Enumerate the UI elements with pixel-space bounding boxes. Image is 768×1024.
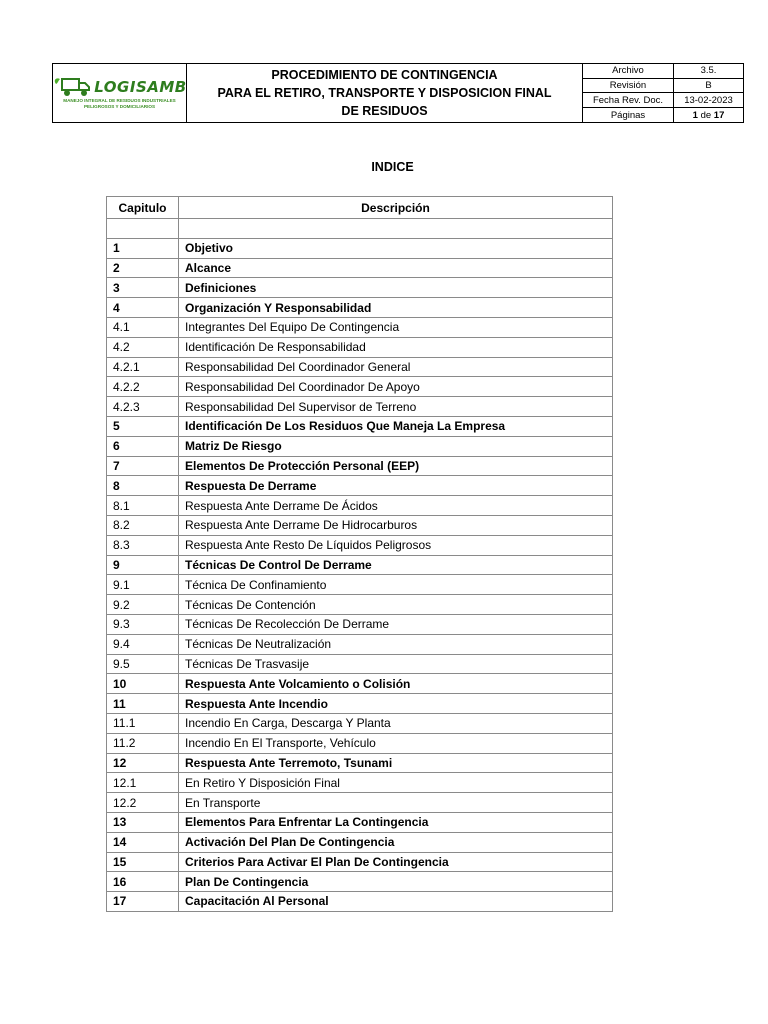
index-table [106, 196, 613, 912]
table-row [107, 337, 613, 357]
table-row [107, 872, 613, 892]
column-header-chapter: Capitulo [107, 197, 179, 219]
chapter-number: 4 [107, 298, 179, 318]
chapter-number: 4.2.1 [107, 357, 179, 377]
chapter-number: 11 [107, 694, 179, 714]
table-row [107, 555, 613, 575]
table-row [107, 456, 613, 476]
table-row [107, 436, 613, 456]
document-meta-table [583, 64, 743, 122]
table-row [107, 793, 613, 813]
chapter-number: 8 [107, 476, 179, 496]
page-of: de [700, 109, 712, 121]
meta-value: 13-02-2023 [674, 93, 744, 108]
table-row [107, 515, 613, 535]
table-row [107, 357, 613, 377]
chapter-number: 3 [107, 278, 179, 298]
table-row [107, 674, 613, 694]
chapter-number: 4.2.2 [107, 377, 179, 397]
chapter-number: 13 [107, 812, 179, 832]
table-row [107, 397, 613, 417]
chapter-number: 11.2 [107, 733, 179, 753]
chapter-description: Respuesta Ante Derrame De Ácidos [179, 496, 613, 516]
table-row [107, 654, 613, 674]
chapter-number [107, 219, 179, 239]
index-title: INDICE [371, 160, 414, 174]
chapter-description: Matriz De Riesgo [179, 436, 613, 456]
meta-key: Páginas [583, 108, 674, 122]
table-row [107, 496, 613, 516]
chapter-description: Respuesta Ante Volcamiento o Colisión [179, 674, 613, 694]
chapter-number: 9.5 [107, 654, 179, 674]
meta-key: Revisión [583, 78, 674, 93]
chapter-description: En Transporte [179, 793, 613, 813]
chapter-description: Técnicas De Neutralización [179, 634, 613, 654]
chapter-description: Técnicas De Recolección De Derrame [179, 614, 613, 634]
chapter-description: Integrantes Del Equipo De Contingencia [179, 317, 613, 337]
chapter-number: 14 [107, 832, 179, 852]
chapter-description: Responsabilidad Del Coordinador General [179, 357, 613, 377]
table-row [107, 634, 613, 654]
chapter-description: Identificación De Responsabilidad [179, 337, 613, 357]
chapter-number: 7 [107, 456, 179, 476]
chapter-description: Incendio En El Transporte, Vehículo [179, 733, 613, 753]
chapter-number: 8.1 [107, 496, 179, 516]
chapter-number: 6 [107, 436, 179, 456]
table-row [107, 258, 613, 278]
table-row [107, 832, 613, 852]
table-row [107, 219, 613, 239]
logo-tagline-1: MANEJO INTEGRAL DE RESIDUOS INDUSTRIALES [63, 98, 176, 103]
meta-row-fecha [583, 93, 743, 108]
table-row [107, 773, 613, 793]
document-title [187, 64, 583, 122]
table-row [107, 713, 613, 733]
meta-row-paginas [583, 108, 743, 122]
logo-name: LOGISAMB [94, 78, 187, 96]
table-row [107, 753, 613, 773]
chapter-description: Técnicas De Contención [179, 595, 613, 615]
meta-row-revision [583, 78, 743, 93]
meta-key: Fecha Rev. Doc. [583, 93, 674, 108]
chapter-description: Elementos Para Enfrentar La Contingencia [179, 812, 613, 832]
table-row [107, 595, 613, 615]
title-line-1: PROCEDIMIENTO DE CONTINGENCIA [271, 68, 498, 82]
table-row [107, 575, 613, 595]
chapter-description: Responsabilidad Del Supervisor de Terreno [179, 397, 613, 417]
chapter-number: 4.1 [107, 317, 179, 337]
chapter-number: 1 [107, 238, 179, 258]
chapter-description: Capacitación Al Personal [179, 892, 613, 912]
chapter-number: 8.2 [107, 515, 179, 535]
chapter-description [179, 219, 613, 239]
column-header-description: Descripción [179, 197, 613, 219]
chapter-number: 9.1 [107, 575, 179, 595]
table-row [107, 733, 613, 753]
chapter-description: Criterios Para Activar El Plan De Contingencia [179, 852, 613, 872]
chapter-number: 10 [107, 674, 179, 694]
chapter-number: 12.2 [107, 793, 179, 813]
meta-value: B [674, 78, 744, 93]
chapter-description: Activación Del Plan De Contingencia [179, 832, 613, 852]
chapter-description: Organización Y Responsabilidad [179, 298, 613, 318]
index-header-row [107, 197, 613, 219]
chapter-description: Respuesta Ante Terremoto, Tsunami [179, 753, 613, 773]
chapter-description: En Retiro Y Disposición Final [179, 773, 613, 793]
table-row [107, 238, 613, 258]
table-row [107, 416, 613, 436]
table-row [107, 892, 613, 912]
table-row [107, 614, 613, 634]
chapter-number: 12.1 [107, 773, 179, 793]
chapter-description: Responsabilidad Del Coordinador De Apoyo [179, 377, 613, 397]
title-line-2: PARA EL RETIRO, TRANSPORTE Y DISPOSICION FINAL [217, 86, 552, 100]
table-row [107, 317, 613, 337]
chapter-description: Técnicas De Control De Derrame [179, 555, 613, 575]
chapter-description: Elementos De Protección Personal (EEP) [179, 456, 613, 476]
table-row [107, 852, 613, 872]
table-row [107, 278, 613, 298]
chapter-description: Definiciones [179, 278, 613, 298]
chapter-description: Técnica De Confinamiento [179, 575, 613, 595]
chapter-number: 4.2 [107, 337, 179, 357]
chapter-number: 12 [107, 753, 179, 773]
table-row [107, 377, 613, 397]
chapter-number: 11.1 [107, 713, 179, 733]
chapter-number: 17 [107, 892, 179, 912]
chapter-number: 9 [107, 555, 179, 575]
chapter-number: 5 [107, 416, 179, 436]
chapter-description: Objetivo [179, 238, 613, 258]
meta-key: Archivo [583, 64, 674, 78]
meta-value: 3.5. [674, 64, 744, 78]
chapter-number: 9.2 [107, 595, 179, 615]
table-row [107, 812, 613, 832]
meta-value-pages [674, 108, 744, 122]
page-total: 17 [713, 109, 725, 121]
chapter-number: 15 [107, 852, 179, 872]
chapter-number: 9.3 [107, 614, 179, 634]
meta-row-archivo [583, 64, 743, 78]
chapter-description: Plan De Contingencia [179, 872, 613, 892]
title-line-3: DE RESIDUOS [341, 104, 428, 118]
chapter-description: Técnicas De Trasvasije [179, 654, 613, 674]
chapter-description: Respuesta Ante Derrame De Hidrocarburos [179, 515, 613, 535]
table-row [107, 535, 613, 555]
chapter-description: Respuesta Ante Resto De Líquidos Peligrosos [179, 535, 613, 555]
table-row [107, 694, 613, 714]
chapter-number: 8.3 [107, 535, 179, 555]
table-row [107, 476, 613, 496]
chapter-description: Respuesta Ante Incendio [179, 694, 613, 714]
chapter-description: Incendio En Carga, Descarga Y Planta [179, 713, 613, 733]
logo-tagline-2: PELIGROSOS Y DOMICILIARIOS [83, 104, 156, 109]
truck-icon [52, 76, 92, 98]
chapter-number: 16 [107, 872, 179, 892]
chapter-description: Alcance [179, 258, 613, 278]
page-number: 1 [692, 109, 698, 121]
document-header [52, 63, 744, 123]
table-row [107, 298, 613, 318]
chapter-number: 2 [107, 258, 179, 278]
chapter-number: 9.4 [107, 634, 179, 654]
company-logo [53, 64, 187, 122]
chapter-description: Identificación De Los Residuos Que Maneja La Empresa [179, 416, 613, 436]
chapter-description: Respuesta De Derrame [179, 476, 613, 496]
chapter-number: 4.2.3 [107, 397, 179, 417]
